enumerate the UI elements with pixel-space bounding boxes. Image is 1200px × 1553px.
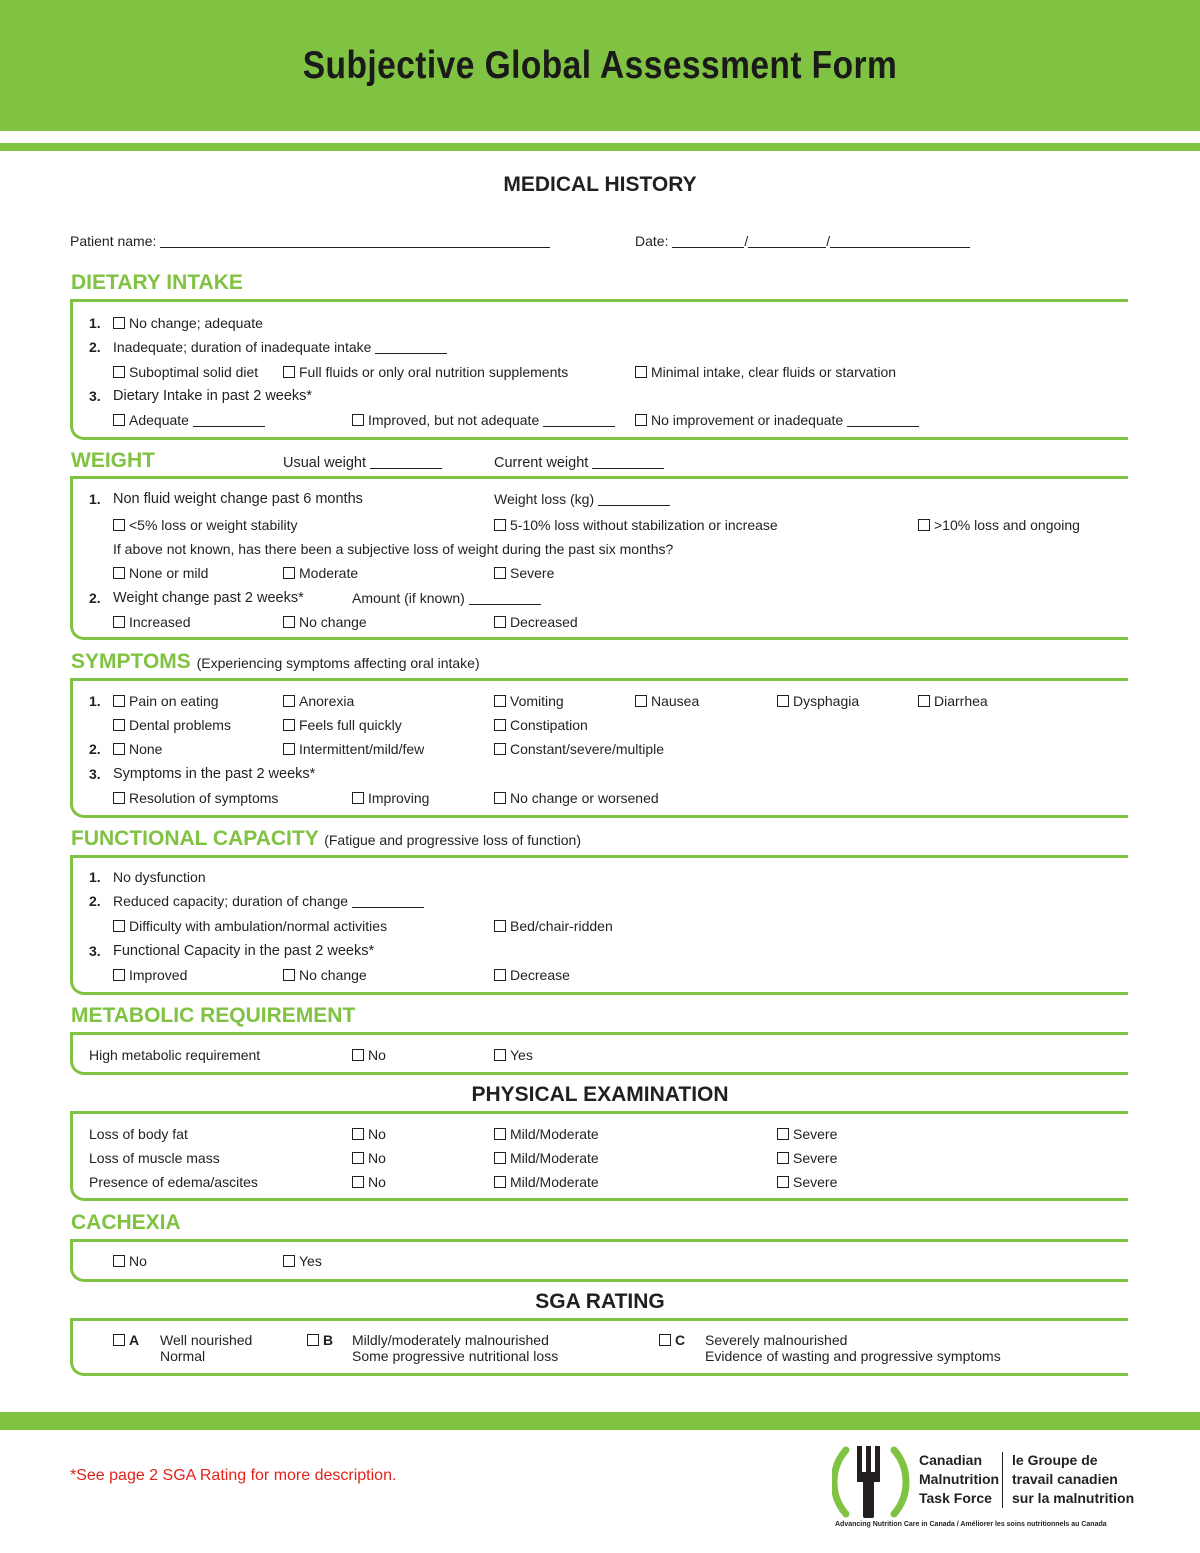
symptom-diarrhea-option[interactable]: [918, 693, 988, 709]
symptom-resolution-option[interactable]: [113, 790, 278, 806]
checkbox[interactable]: [283, 743, 295, 755]
option-label: Resolution of symptoms: [129, 790, 279, 806]
date-year-line[interactable]: [830, 247, 970, 248]
item-number: 3.: [89, 388, 101, 404]
functional-reduced-item: [113, 893, 424, 909]
dietary-suboptimal-option[interactable]: [113, 364, 258, 380]
option-label: Yes: [299, 1253, 322, 1269]
logo-english: [919, 1451, 999, 1508]
section-title: SYMPTOMS: [71, 650, 191, 673]
option-label: Minimal intake, clear fluids or starvation: [651, 364, 897, 380]
sga-a-option[interactable]: [113, 1332, 139, 1348]
logo-line: travail canadien: [1012, 1471, 1118, 1487]
checkbox[interactable]: [494, 1049, 506, 1061]
option-label: Mild/Moderate: [510, 1150, 599, 1166]
checkbox[interactable]: [918, 695, 930, 707]
date-day-line[interactable]: [672, 247, 744, 248]
physical-mild-option[interactable]: [494, 1126, 599, 1142]
checkbox[interactable]: [777, 1176, 789, 1188]
option-label: Severe: [510, 565, 555, 581]
patient-name-line[interactable]: [160, 247, 550, 248]
functional-no-change-option[interactable]: [283, 967, 367, 983]
option-label: Mild/Moderate: [510, 1174, 599, 1190]
checkbox[interactable]: [635, 366, 647, 378]
item-number: 2.: [89, 741, 101, 757]
weight-heading: WEIGHT: [71, 449, 155, 472]
weight-severe-option[interactable]: [494, 565, 554, 581]
physical-row-label: Presence of edema/ascites: [89, 1174, 258, 1190]
option-label: Severe: [793, 1126, 838, 1142]
date-sep: /: [826, 233, 831, 249]
physical-row-label: Loss of body fat: [89, 1126, 188, 1142]
option-label: No: [368, 1174, 386, 1190]
checkbox[interactable]: [283, 1255, 295, 1267]
date-sep: /: [744, 233, 749, 249]
checkbox[interactable]: [777, 1128, 789, 1140]
section-subtitle: (Fatigue and progressive loss of function): [324, 832, 581, 848]
physical-no-option[interactable]: [352, 1150, 386, 1166]
option-label: Bed/chair-ridden: [510, 918, 613, 934]
logo-divider: [1002, 1452, 1003, 1508]
rating-line-1: Severely malnourished: [705, 1332, 848, 1348]
blank-line[interactable]: [598, 505, 670, 506]
rating-letter: C: [675, 1332, 686, 1348]
functional-decrease-option[interactable]: [494, 967, 570, 983]
usual-weight-label: Usual weight: [283, 455, 367, 471]
checkbox[interactable]: [635, 414, 647, 426]
metabolic-yes-option[interactable]: [494, 1047, 533, 1063]
option-label: Suboptimal solid diet: [129, 364, 259, 380]
option-label: Decreased: [510, 614, 578, 630]
checkbox[interactable]: [113, 1255, 125, 1267]
physical-mild-option[interactable]: [494, 1150, 599, 1166]
dietary-no-change-option[interactable]: [113, 315, 263, 331]
functional-past-2-weeks-label: Functional Capacity in the past 2 weeks*: [113, 943, 375, 959]
cachexia-heading: CACHEXIA: [71, 1211, 181, 1234]
option-label: No change; adequate: [129, 315, 263, 331]
checkbox[interactable]: [352, 1176, 364, 1188]
option-label: Adequate: [129, 412, 189, 428]
logo-line: le Groupe de: [1012, 1452, 1098, 1468]
checkbox[interactable]: [113, 317, 125, 329]
option-label: No: [368, 1047, 386, 1063]
physical-severe-option[interactable]: [777, 1174, 837, 1190]
item-number: 1.: [89, 869, 101, 885]
checkbox[interactable]: [113, 414, 125, 426]
usual-weight-line[interactable]: [370, 468, 442, 469]
option-label: Severe: [793, 1150, 838, 1166]
item-number: 1.: [89, 491, 101, 507]
fork-logo-icon: [832, 1444, 912, 1520]
weight-gt10-option[interactable]: [918, 517, 1080, 533]
option-label: No change: [299, 967, 367, 983]
checkbox[interactable]: [113, 567, 125, 579]
symptom-full-quickly-option[interactable]: [283, 717, 402, 733]
checkbox[interactable]: [494, 969, 506, 981]
rating-line-1: Well nourished: [160, 1332, 253, 1348]
option-label: Increased: [129, 614, 191, 630]
item-label: Reduced capacity; duration of change: [113, 893, 349, 909]
checkbox[interactable]: [635, 695, 647, 707]
checkbox[interactable]: [307, 1334, 319, 1346]
header-rule: [0, 143, 1200, 151]
weight-2-weeks-label: Weight change past 2 weeks*: [113, 590, 304, 606]
option-label: Improved, but not adequate: [368, 412, 540, 428]
dietary-full-fluids-option[interactable]: [283, 364, 568, 380]
sga-b-option[interactable]: [307, 1332, 333, 1348]
checkbox[interactable]: [494, 616, 506, 628]
option-label: None or mild: [129, 565, 209, 581]
checkbox[interactable]: [494, 1128, 506, 1140]
checkbox[interactable]: [113, 366, 125, 378]
sga-b-description: [352, 1332, 558, 1364]
checkbox[interactable]: [494, 920, 506, 932]
field-label: Amount (if known): [352, 590, 465, 606]
option-label: <5% loss or weight stability: [129, 517, 298, 533]
cachexia-no-option[interactable]: [113, 1253, 147, 1269]
option-label: Diarrhea: [934, 693, 988, 709]
logo-french: [1012, 1451, 1134, 1508]
physical-no-option[interactable]: [352, 1126, 386, 1142]
option-label: Decrease: [510, 967, 570, 983]
dietary-minimal-option[interactable]: [635, 364, 896, 380]
item-number: 3.: [89, 766, 101, 782]
option-label: Vomiting: [510, 693, 564, 709]
checkbox[interactable]: [777, 695, 789, 707]
weight-loss-kg-field[interactable]: [494, 491, 670, 507]
checkbox[interactable]: [352, 1152, 364, 1164]
option-label: Pain on eating: [129, 693, 219, 709]
weight-increased-option[interactable]: [113, 614, 190, 630]
option-label: Nausea: [651, 693, 700, 709]
logo-line: sur la malnutrition: [1012, 1490, 1135, 1506]
dietary-adequate-option[interactable]: [113, 412, 265, 428]
symptom-none-option[interactable]: [113, 741, 162, 757]
checkbox[interactable]: [352, 1128, 364, 1140]
section-title: FUNCTIONAL CAPACITY: [71, 827, 319, 850]
footer-band: [0, 1412, 1200, 1430]
functional-bed-option[interactable]: [494, 918, 613, 934]
checkbox[interactable]: [494, 695, 506, 707]
weight-lt5-option[interactable]: [113, 517, 297, 533]
option-label: None: [129, 741, 163, 757]
option-label: Full fluids or only oral nutrition supplements: [299, 364, 569, 380]
weight-decreased-option[interactable]: [494, 614, 578, 630]
option-label: Severe: [793, 1174, 838, 1190]
option-label: Constipation: [510, 717, 588, 733]
dietary-inadequate-item: [113, 339, 447, 355]
current-weight-label: Current weight: [494, 455, 589, 471]
symptom-pain-option[interactable]: [113, 693, 219, 709]
physical-severe-option[interactable]: [777, 1126, 837, 1142]
checkbox[interactable]: [283, 366, 295, 378]
checkbox[interactable]: [283, 719, 295, 731]
symptom-improving-option[interactable]: [352, 790, 429, 806]
checkbox[interactable]: [283, 695, 295, 707]
checkbox[interactable]: [494, 1176, 506, 1188]
symptom-no-change-option[interactable]: [494, 790, 659, 806]
symptom-intermittent-option[interactable]: [283, 741, 424, 757]
checkbox[interactable]: [659, 1334, 671, 1346]
date-month-line[interactable]: [748, 247, 826, 248]
functional-difficulty-option[interactable]: [113, 918, 387, 934]
current-weight-line[interactable]: [592, 468, 664, 469]
option-label: Dysphagia: [793, 693, 860, 709]
cachexia-yes-option[interactable]: [283, 1253, 322, 1269]
symptom-constant-option[interactable]: [494, 741, 664, 757]
sga-c-option[interactable]: [659, 1332, 685, 1348]
symptom-constipation-option[interactable]: [494, 717, 588, 733]
metabolic-heading: METABOLIC REQUIREMENT: [71, 1004, 356, 1027]
option-label: Yes: [510, 1047, 533, 1063]
symptom-nausea-option[interactable]: [635, 693, 699, 709]
weight-no-change-option[interactable]: [283, 614, 367, 630]
checkbox[interactable]: [494, 792, 506, 804]
option-label: 5-10% loss without stabilization or increase: [510, 517, 778, 533]
duration-line[interactable]: [375, 353, 447, 354]
option-label: No change or worsened: [510, 790, 659, 806]
checkbox[interactable]: [352, 1049, 364, 1061]
option-label: Moderate: [299, 565, 359, 581]
checkbox[interactable]: [113, 792, 125, 804]
weight-5to10-option[interactable]: [494, 517, 778, 533]
metabolic-no-option[interactable]: [352, 1047, 386, 1063]
checkbox[interactable]: [494, 743, 506, 755]
blank-line[interactable]: [847, 426, 919, 427]
checkbox[interactable]: [494, 719, 506, 731]
option-label: Dental problems: [129, 717, 231, 733]
sga-rating-heading: SGA RATING: [535, 1290, 665, 1313]
option-label: No change: [299, 614, 367, 630]
item-number: 2.: [89, 590, 101, 606]
item-number: 3.: [89, 943, 101, 959]
option-label: Constant/severe/multiple: [510, 741, 665, 757]
item-number: 1.: [89, 315, 101, 331]
option-label: Improving: [368, 790, 430, 806]
duration-line[interactable]: [352, 907, 424, 908]
option-label: Mild/Moderate: [510, 1126, 599, 1142]
checkbox[interactable]: [113, 1334, 125, 1346]
logo-line: Task Force: [919, 1490, 992, 1506]
symptom-vomiting-option[interactable]: [494, 693, 564, 709]
current-weight-field[interactable]: [494, 455, 664, 471]
dietary-no-improvement-option[interactable]: [635, 412, 919, 428]
rating-line-2: Some progressive nutritional loss: [352, 1348, 559, 1364]
dietary-intake-heading: DIETARY INTAKE: [71, 271, 243, 294]
item-number: 2.: [89, 339, 101, 355]
physical-mild-option[interactable]: [494, 1174, 599, 1190]
checkbox[interactable]: [494, 567, 506, 579]
option-label: No: [368, 1126, 386, 1142]
option-label: No: [129, 1253, 147, 1269]
rating-letter: A: [129, 1332, 140, 1348]
weight-moderate-option[interactable]: [283, 565, 358, 581]
logo-line: Canadian: [919, 1452, 983, 1468]
checkbox[interactable]: [113, 695, 125, 707]
checkbox[interactable]: [283, 567, 295, 579]
option-label: Intermittent/mild/few: [299, 741, 425, 757]
checkbox[interactable]: [113, 719, 125, 731]
rating-line-2: Normal: [160, 1348, 206, 1364]
sga-a-description: [160, 1332, 252, 1364]
checkbox[interactable]: [113, 969, 125, 981]
symptom-dysphagia-option[interactable]: [777, 693, 859, 709]
rating-line-2: Evidence of wasting and progressive symptoms: [705, 1348, 1001, 1364]
sga-c-description: [705, 1332, 1001, 1364]
option-label: Feels full quickly: [299, 717, 402, 733]
item-number: 2.: [89, 893, 101, 909]
option-label: No: [368, 1150, 386, 1166]
medical-history-heading: MEDICAL HISTORY: [503, 173, 697, 196]
patient-name-label: Patient name:: [70, 233, 157, 249]
dietary-past-2-weeks-label: Dietary Intake in past 2 weeks*: [113, 388, 313, 404]
checkbox[interactable]: [494, 519, 506, 531]
functional-capacity-heading: [71, 827, 581, 851]
symptom-anorexia-option[interactable]: [283, 693, 354, 709]
symptom-dental-option[interactable]: [113, 717, 231, 733]
metabolic-label: High metabolic requirement: [89, 1047, 261, 1063]
checkbox[interactable]: [918, 519, 930, 531]
cachexia-box: [70, 1239, 1128, 1282]
weight-none-option[interactable]: [113, 565, 208, 581]
option-label: No improvement or inadequate: [651, 412, 844, 428]
rating-line-1: Mildly/moderately malnourished: [352, 1332, 549, 1348]
checkbox[interactable]: [283, 616, 295, 628]
blank-line[interactable]: [193, 426, 265, 427]
weight-amount-field[interactable]: [352, 590, 541, 606]
physical-exam-heading: PHYSICAL EXAMINATION: [471, 1083, 729, 1106]
footnote: *See page 2 SGA Rating for more description.: [70, 1467, 397, 1484]
checkbox[interactable]: [283, 969, 295, 981]
checkbox[interactable]: [352, 414, 364, 426]
form-title: Subjective Global Assessment Form: [302, 44, 898, 87]
section-subtitle: (Experiencing symptoms affecting oral intake): [196, 655, 480, 671]
field-label: Weight loss (kg): [494, 491, 595, 507]
physical-severe-option[interactable]: [777, 1150, 837, 1166]
physical-row-label: Loss of muscle mass: [89, 1150, 220, 1166]
symptoms-past-2-weeks-label: Symptoms in the past 2 weeks*: [113, 766, 316, 782]
checkbox[interactable]: [113, 920, 125, 932]
blank-line[interactable]: [469, 604, 541, 605]
item-label: Inadequate; duration of inadequate intake: [113, 339, 372, 355]
logo-tagline: Advancing Nutrition Care in Canada / Améliorer les soins nutritionnels au Canada: [835, 1521, 1107, 1528]
option-label: >10% loss and ongoing: [934, 517, 1080, 533]
checkbox[interactable]: [113, 616, 125, 628]
item-number: 1.: [89, 693, 101, 709]
checkbox[interactable]: [352, 792, 364, 804]
option-label: Improved: [129, 967, 188, 983]
checkbox[interactable]: [113, 743, 125, 755]
weight-subjective-question: If above not known, has there been a subjective loss of weight during the past six months?: [113, 541, 674, 557]
checkbox[interactable]: [777, 1152, 789, 1164]
dietary-improved-option[interactable]: [352, 412, 615, 428]
physical-no-option[interactable]: [352, 1174, 386, 1190]
checkbox[interactable]: [113, 519, 125, 531]
symptoms-heading: [71, 650, 480, 674]
rating-letter: B: [323, 1332, 334, 1348]
functional-improved-option[interactable]: [113, 967, 187, 983]
blank-line[interactable]: [543, 426, 615, 427]
logo-line: Malnutrition: [919, 1471, 1000, 1487]
date-field[interactable]: [635, 233, 970, 249]
weight-6-months-label: Non fluid weight change past 6 months: [113, 491, 363, 507]
functional-no-dysfunction: No dysfunction: [113, 869, 206, 885]
usual-weight-field[interactable]: [283, 455, 442, 471]
option-label: Difficulty with ambulation/normal activities: [129, 918, 388, 934]
date-label: Date:: [635, 233, 669, 249]
patient-name-field[interactable]: [70, 233, 550, 249]
option-label: Anorexia: [299, 693, 355, 709]
checkbox[interactable]: [494, 1152, 506, 1164]
